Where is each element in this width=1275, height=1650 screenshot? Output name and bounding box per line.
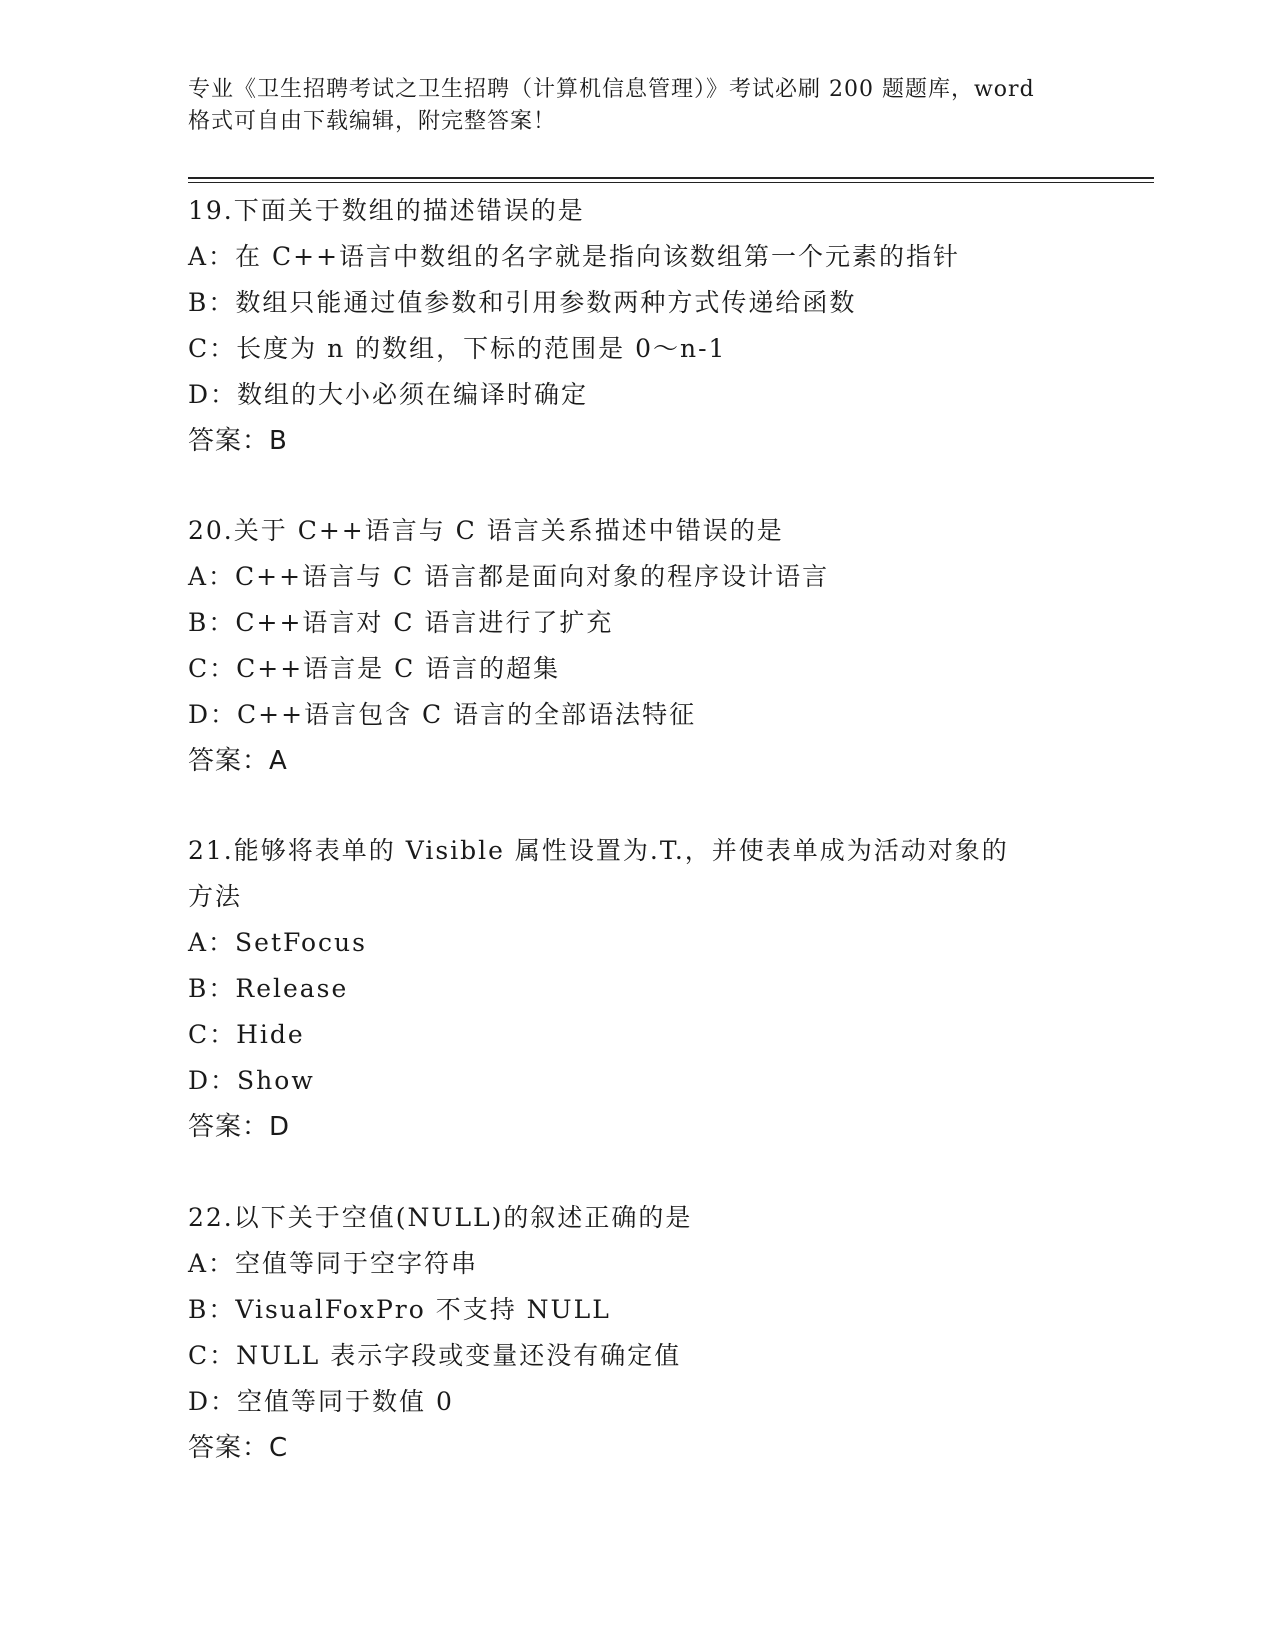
question-21 xyxy=(188,828,1088,1150)
option-a: A：在 C++语言中数组的名字就是指向该数组第一个元素的指针 xyxy=(188,242,961,271)
document-header xyxy=(188,74,1088,138)
header-line-2: 格式可自由下载编辑，附完整答案！ xyxy=(188,109,557,134)
option-d: D：数组的大小必须在编译时确定 xyxy=(188,380,589,409)
option-d: D：Show xyxy=(188,1066,315,1095)
option-b: B：C++语言对 C 语言进行了扩充 xyxy=(188,608,614,637)
question-stem: 20.关于 C++语言与 C 语言关系描述中错误的是 xyxy=(188,516,784,545)
answer: 答案：C xyxy=(188,1433,289,1463)
option-d: D：空值等同于数值 0 xyxy=(188,1387,454,1416)
header-divider-thick xyxy=(188,177,1154,179)
option-a: A：SetFocus xyxy=(188,928,367,957)
option-b: B：数组只能通过值参数和引用参数两种方式传递给函数 xyxy=(188,288,857,317)
option-d: D：C++语言包含 C 语言的全部语法特征 xyxy=(188,700,697,729)
header-line-1: 专业《卫生招聘考试之卫生招聘（计算机信息管理）》考试必刷 200 题题库，word xyxy=(188,77,1035,102)
option-a: A：空值等同于空字符串 xyxy=(188,1249,479,1278)
option-c: C：Hide xyxy=(188,1020,305,1049)
question-stem: 22.以下关于空值(NULL)的叙述正确的是 xyxy=(188,1203,693,1232)
answer: 答案：D xyxy=(188,1112,291,1142)
question-stem-line-2: 方法 xyxy=(188,882,243,911)
header-divider-thin xyxy=(188,182,1154,183)
option-a: A：C++语言与 C 语言都是面向对象的程序设计语言 xyxy=(188,562,830,591)
option-c: C：NULL 表示字段或变量还没有确定值 xyxy=(188,1341,682,1370)
answer: 答案：B xyxy=(188,426,288,456)
option-c: C：C++语言是 C 语言的超集 xyxy=(188,654,561,683)
question-22 xyxy=(188,1195,1088,1471)
question-19 xyxy=(188,188,1088,464)
question-stem: 19.下面关于数组的描述错误的是 xyxy=(188,196,585,225)
question-20 xyxy=(188,508,1088,784)
option-b: B：VisualFoxPro 不支持 NULL xyxy=(188,1295,611,1324)
question-stem-line-1: 21.能够将表单的 Visible 属性设置为.T.，并使表单成为活动对象的 xyxy=(188,836,1009,865)
answer: 答案：A xyxy=(188,746,288,776)
option-c: C：长度为 n 的数组，下标的范围是 0～n-1 xyxy=(188,334,727,363)
option-b: B：Release xyxy=(188,974,349,1003)
